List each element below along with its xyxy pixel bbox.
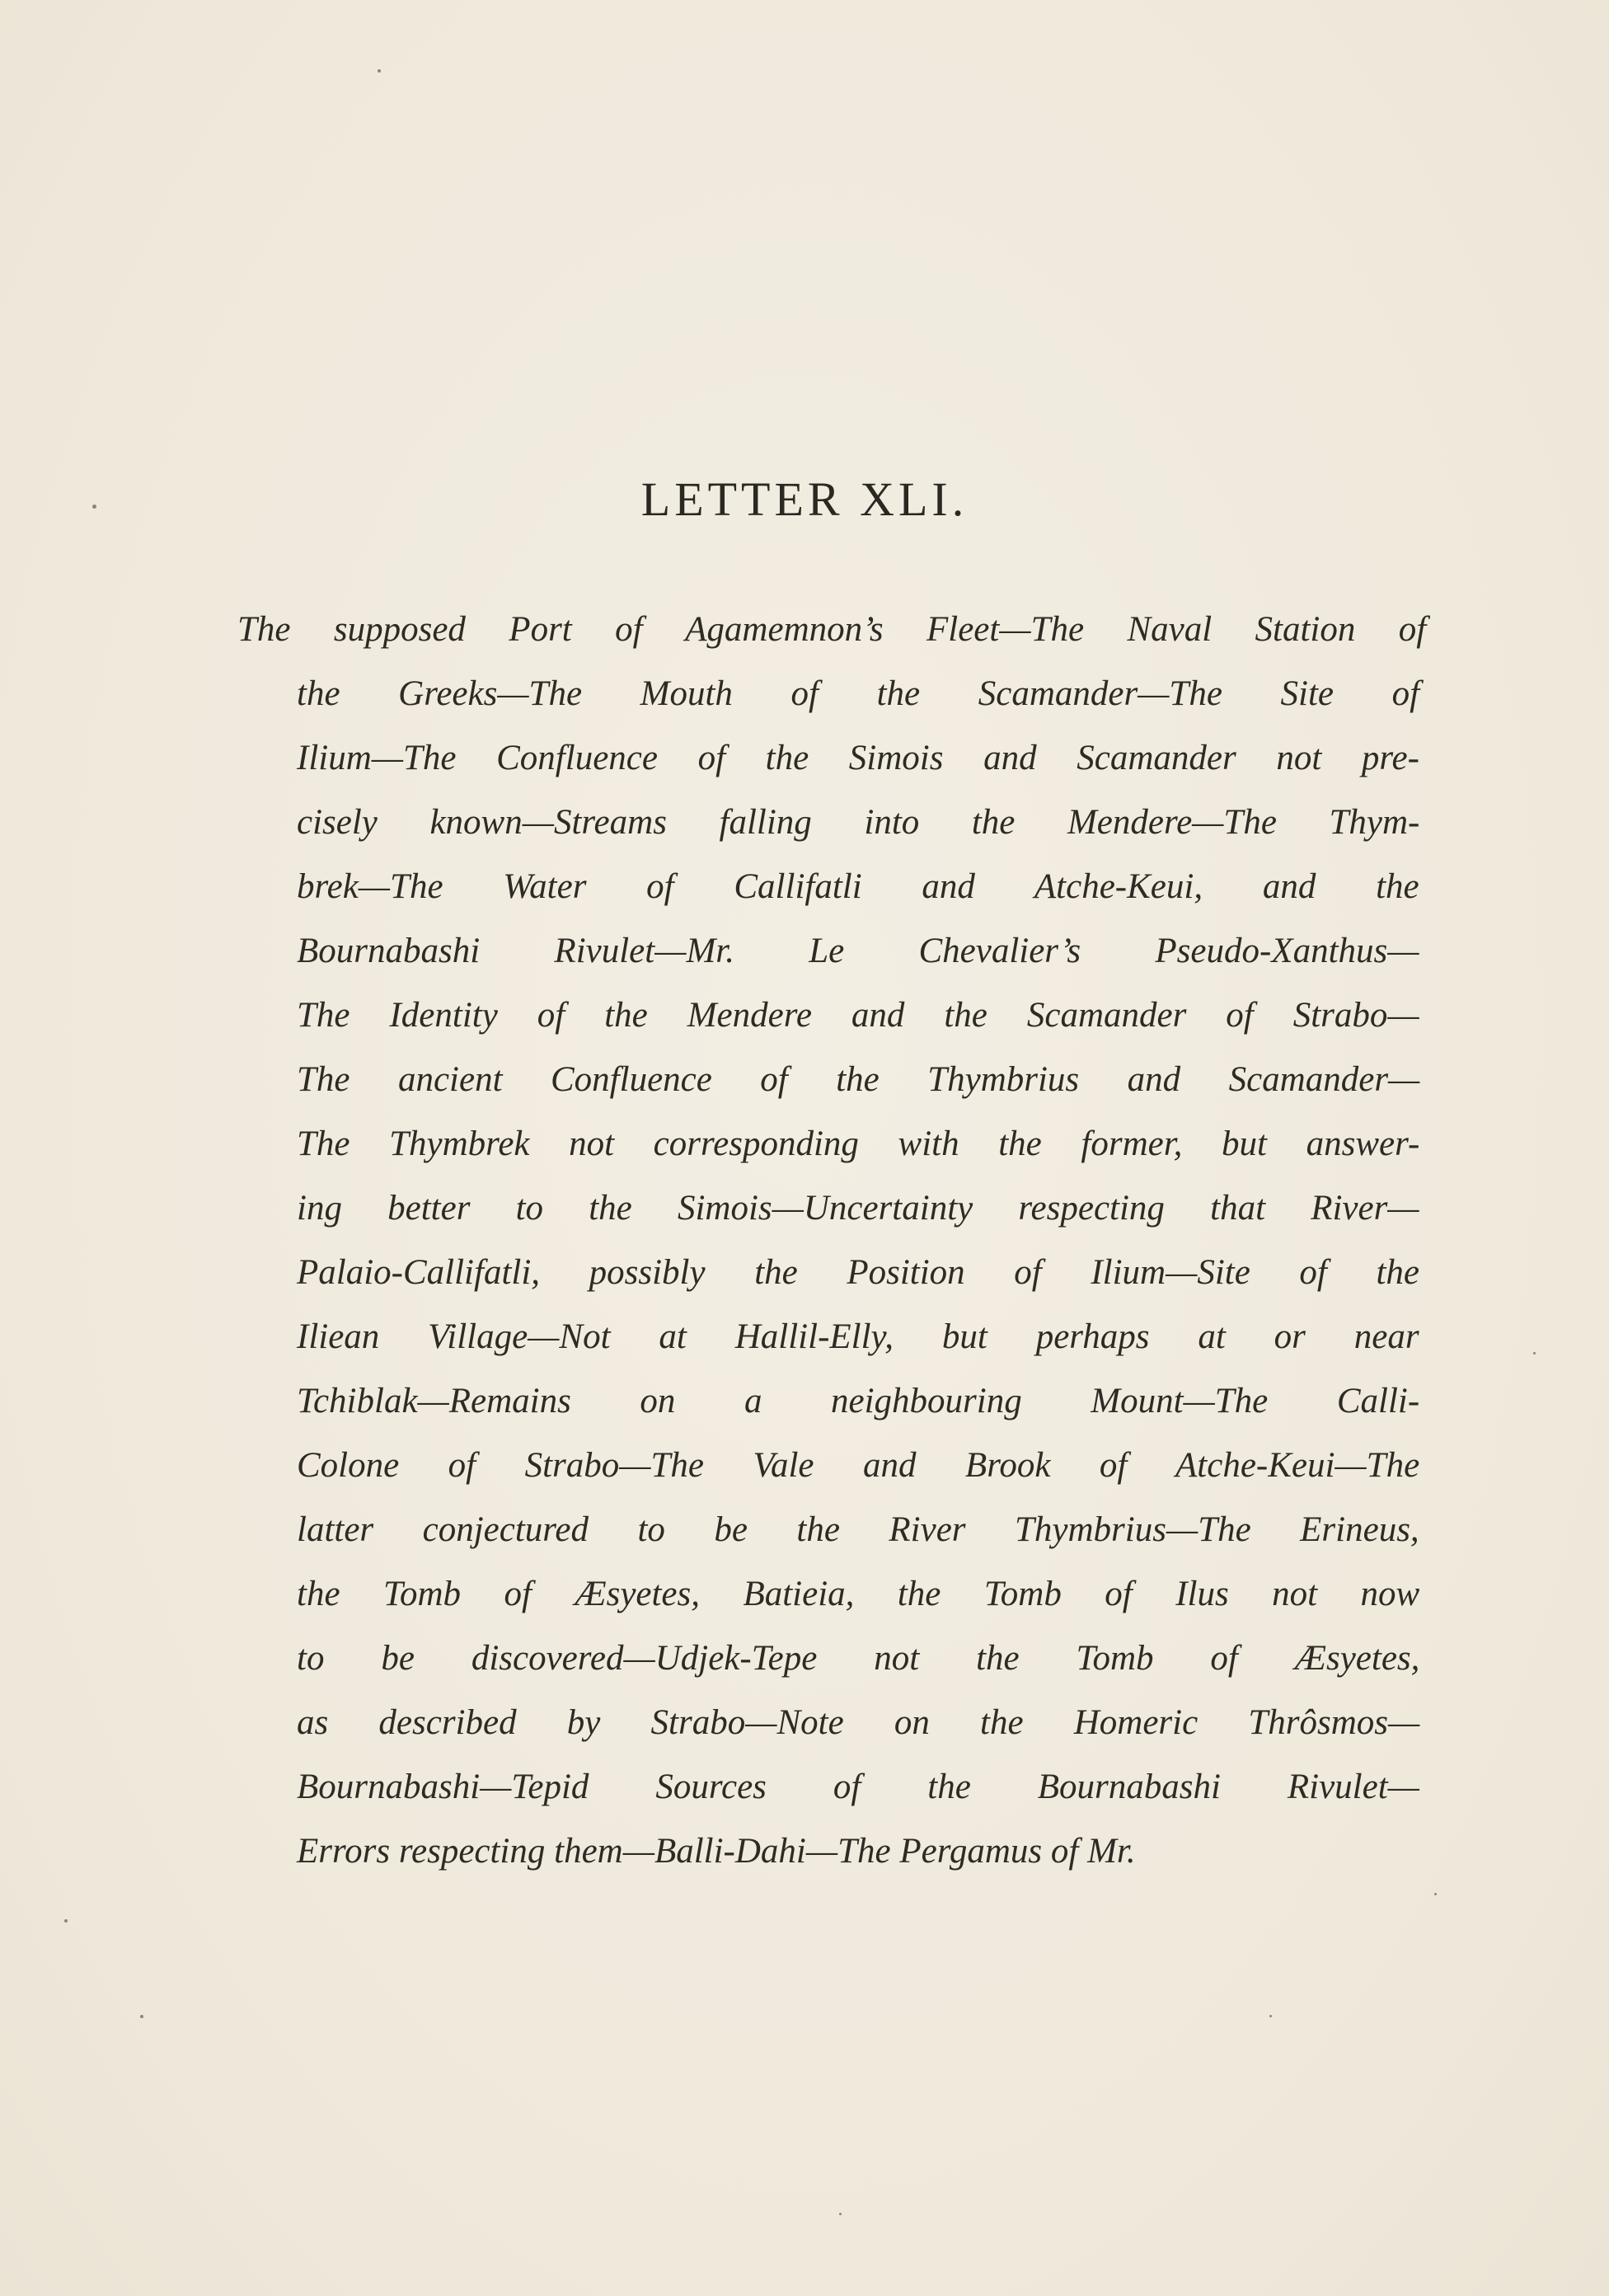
summary-line: Errors respecting them—Balli-Dahi—The Pergamus of Mr. — [297, 1832, 1136, 1871]
summary-line: Colone of Strabo—The Vale and Brook of Atche-Keui—The — [297, 1446, 1420, 1485]
paper-speck — [140, 2015, 143, 2018]
paper-speck — [64, 1919, 68, 1923]
summary-line: ing better to the Simois—Uncertainty respecting that River— — [297, 1189, 1419, 1228]
summary-line: Bournabashi Rivulet—Mr. Le Chevalier’s Pseudo-Xanthus— — [297, 932, 1419, 970]
summary-line: cisely known—Streams falling into the Mendere—The Thym- — [297, 803, 1420, 842]
summary-line: as described by Strabo—Note on the Homeric Thrôsmos— — [297, 1703, 1420, 1742]
summary-line: The supposed Port of Agamemnon’s Fleet—The Naval Station of — [237, 610, 1427, 649]
summary-line: the Tomb of Æsyetes, Batieia, the Tomb of Ilus not now — [297, 1575, 1420, 1613]
summary-line: The Thymbrek not corresponding with the former, but answer- — [297, 1125, 1420, 1163]
paper-speck — [1269, 2015, 1272, 2017]
summary-line: the Greeks—The Mouth of the Scamander—The Site of — [297, 674, 1420, 713]
paper-speck — [378, 69, 381, 73]
paper-speck — [839, 2213, 842, 2215]
summary-line: to be discovered—Udjek-Tepe not the Tomb of Æsyetes, — [297, 1639, 1420, 1678]
summary-line: Iliean Village—Not at Hallil-Elly, but perhaps at or near — [297, 1317, 1419, 1356]
paper-speck — [1434, 1893, 1437, 1895]
summary-line: The ancient Confluence of the Thymbrius and Scamander— — [297, 1060, 1420, 1099]
summary-line: Bournabashi—Tepid Sources of the Bournabashi Rivulet— — [297, 1768, 1419, 1806]
summary-line: brek—The Water of Callifatli and Atche-Keui, and the — [297, 867, 1419, 906]
summary-line: latter conjectured to be the River Thymbrius—The Erineus, — [297, 1510, 1419, 1549]
summary-line: Palaio-Callifatli, possibly the Position of Ilium—Site of the — [297, 1253, 1420, 1292]
paper-speck — [1533, 1352, 1536, 1355]
summary-line: Ilium—The Confluence of the Simois and Scamander not pre- — [297, 739, 1419, 777]
summary-line: Tchiblak—Remains on a neighbouring Mount—The Calli- — [297, 1382, 1420, 1420]
summary-line: The Identity of the Mendere and the Scamander of Strabo— — [297, 996, 1419, 1035]
letter-heading: LETTER XLI. — [640, 472, 969, 526]
paper-speck — [92, 505, 96, 509]
